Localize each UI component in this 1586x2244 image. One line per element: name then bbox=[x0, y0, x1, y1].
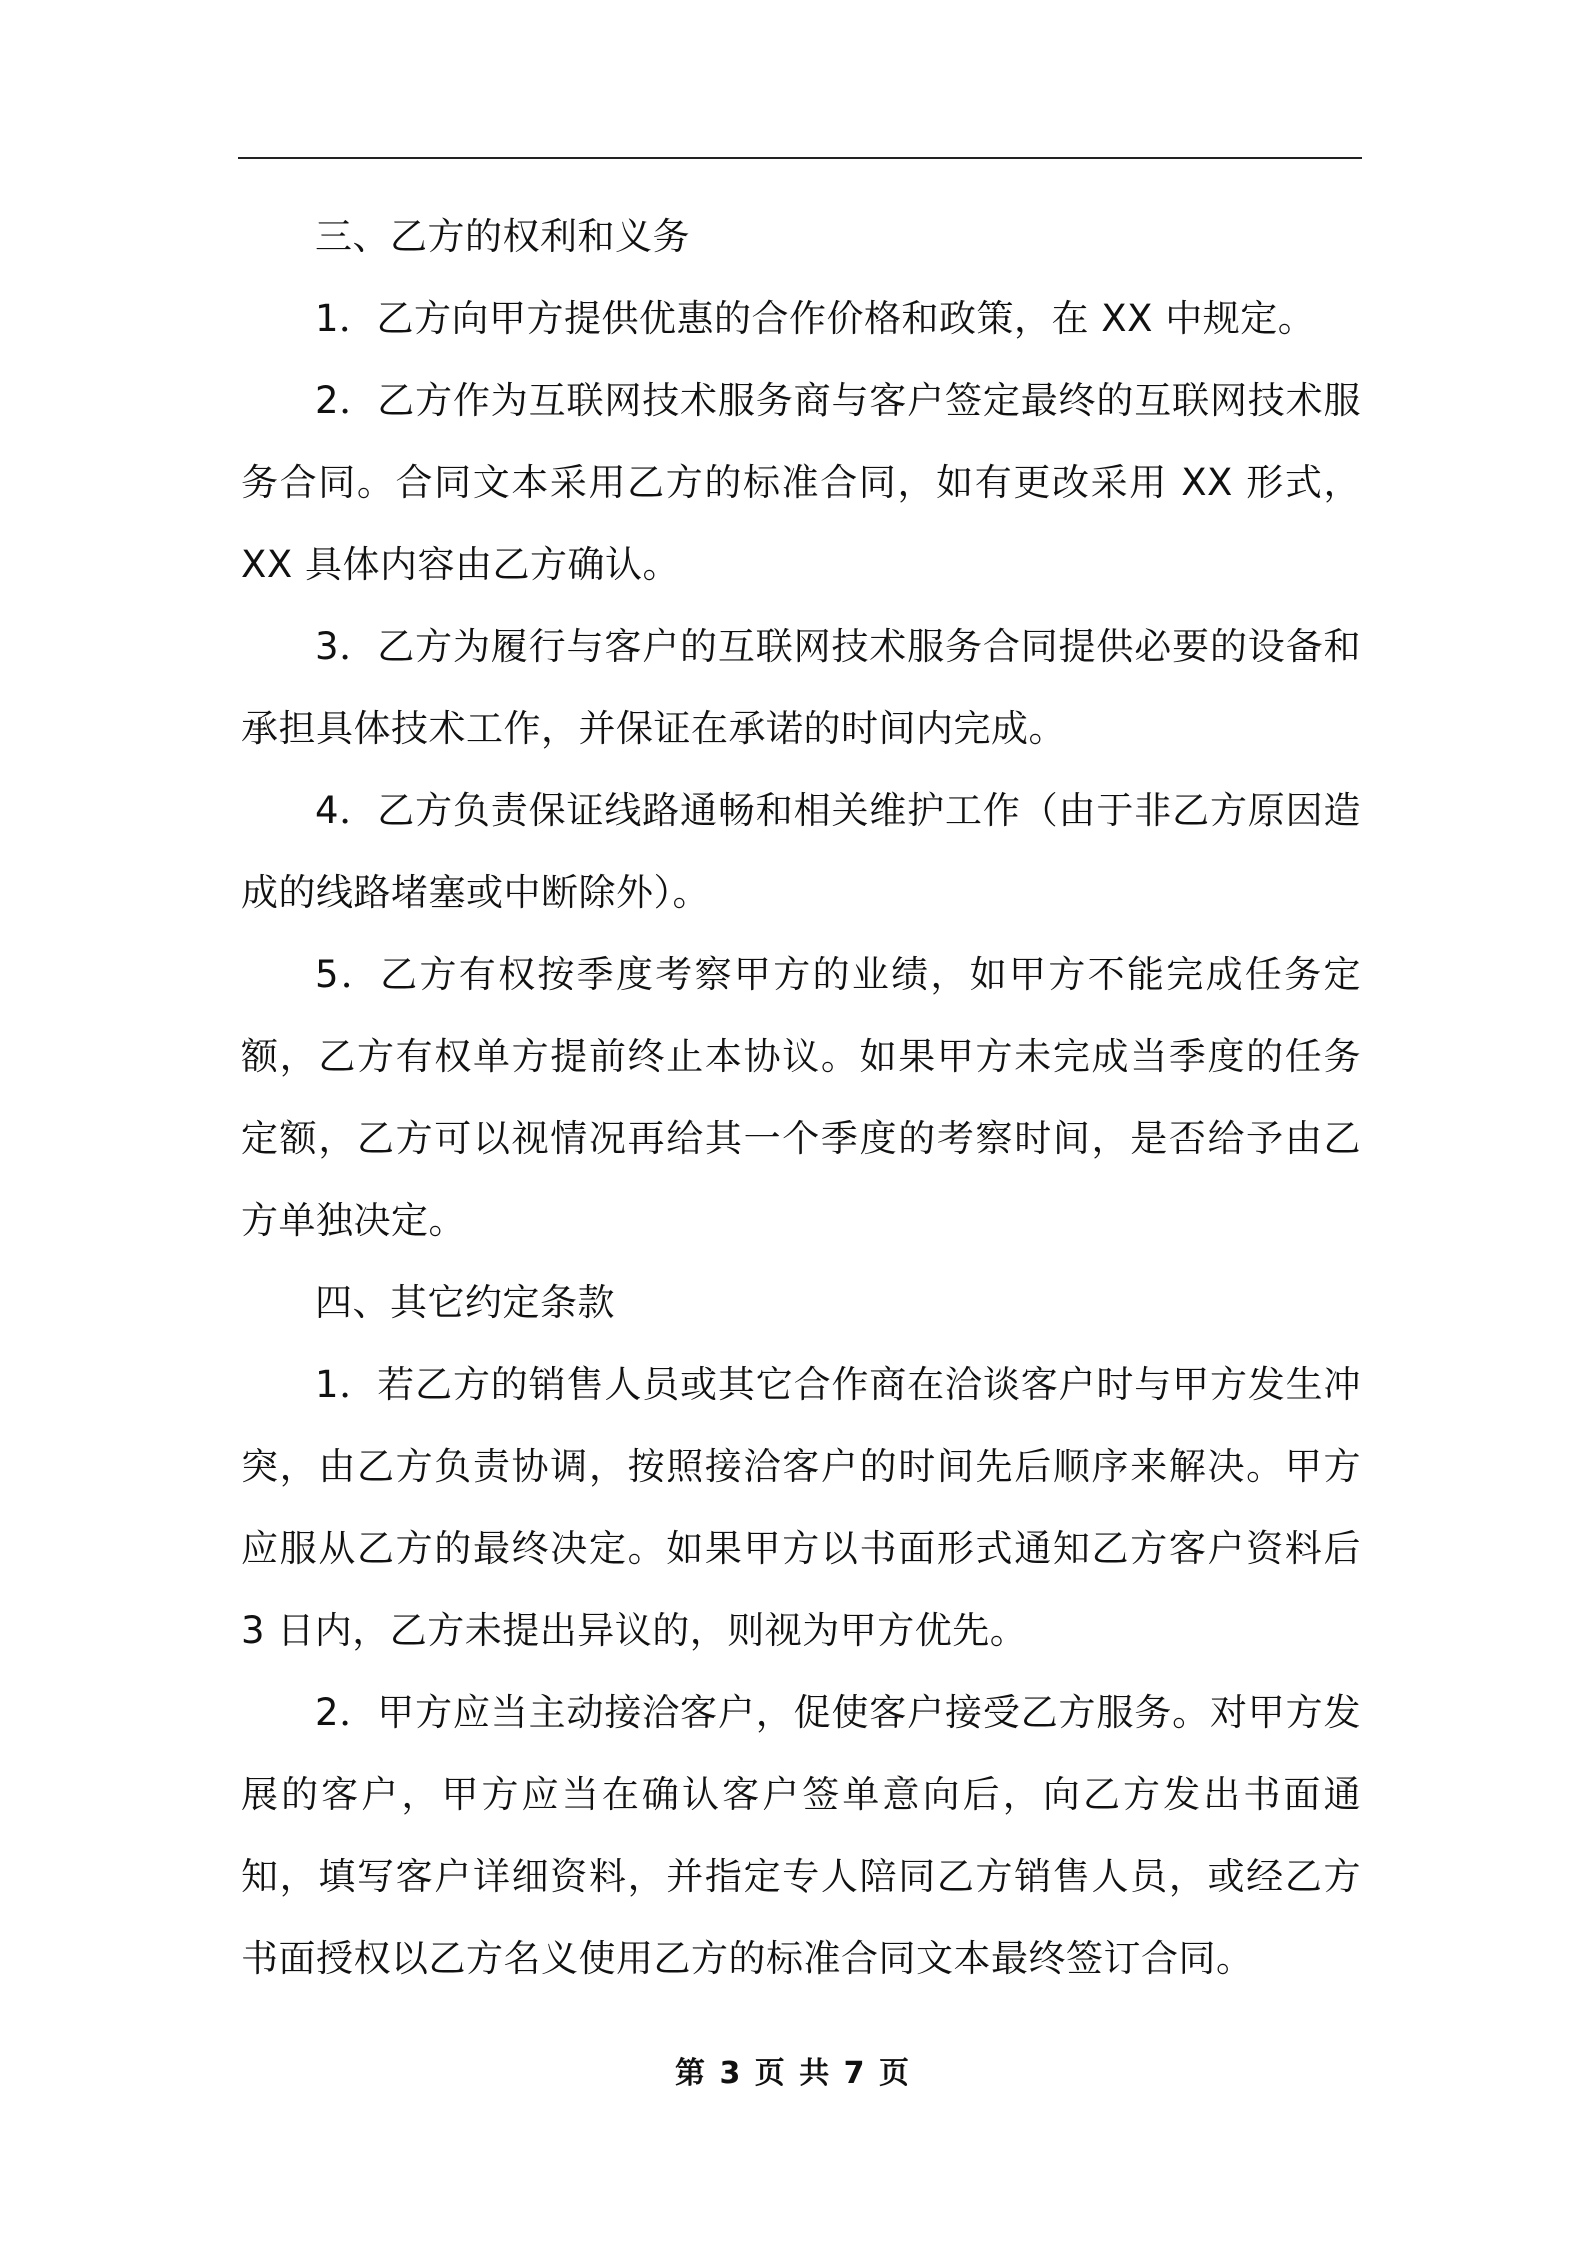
page-number: 第 3 页 共 7 页 bbox=[675, 2056, 911, 2091]
document-body bbox=[241, 196, 1361, 2000]
header-rule bbox=[238, 157, 1362, 159]
clause-paragraph: 1．若乙方的销售人员或其它合作商在洽谈客户时与甲方发生冲突，由乙方负责协调，按照接洽客户的时间先后顺序来解决。甲方应服从乙方的最终决定。如果甲方以书面形式通知乙方客户资料后 3 日内，乙方未提出异议的，则视为甲方优先。 bbox=[241, 1363, 1361, 1652]
section-heading: 三、乙方的权利和义务 bbox=[315, 215, 690, 258]
section-heading: 四、其它约定条款 bbox=[315, 1281, 615, 1324]
clause-paragraph: 3．乙方为履行与客户的互联网技术服务合同提供必要的设备和承担具体技术工作，并保证在承诺的时间内完成。 bbox=[241, 625, 1361, 750]
clause-paragraph: 4．乙方负责保证线路通畅和相关维护工作（由于非乙方原因造成的线路堵塞或中断除外）。 bbox=[241, 789, 1361, 914]
clause-paragraph: 1．乙方向甲方提供优惠的合作价格和政策，在 XX 中规定。 bbox=[315, 297, 1316, 340]
page-footer bbox=[0, 2048, 1586, 2092]
clause-paragraph: 2．甲方应当主动接洽客户，促使客户接受乙方服务。对甲方发展的客户，甲方应当在确认客户签单意向后，向乙方发出书面通知，填写客户详细资料，并指定专人陪同乙方销售人员，或经乙方书面授权以乙方名义使用乙方的标准合同文本最终签订合同。 bbox=[241, 1691, 1361, 1980]
clause-paragraph: 2．乙方作为互联网技术服务商与客户签定最终的互联网技术服务合同。合同文本采用乙方的标准合同，如有更改采用 XX 形式，XX 具体内容由乙方确认。 bbox=[241, 379, 1361, 586]
clause-paragraph: 5．乙方有权按季度考察甲方的业绩，如甲方不能完成任务定额，乙方有权单方提前终止本协议。如果甲方未完成当季度的任务定额，乙方可以视情况再给其一个季度的考察时间，是否给予由乙方单独决定。 bbox=[241, 953, 1361, 1242]
